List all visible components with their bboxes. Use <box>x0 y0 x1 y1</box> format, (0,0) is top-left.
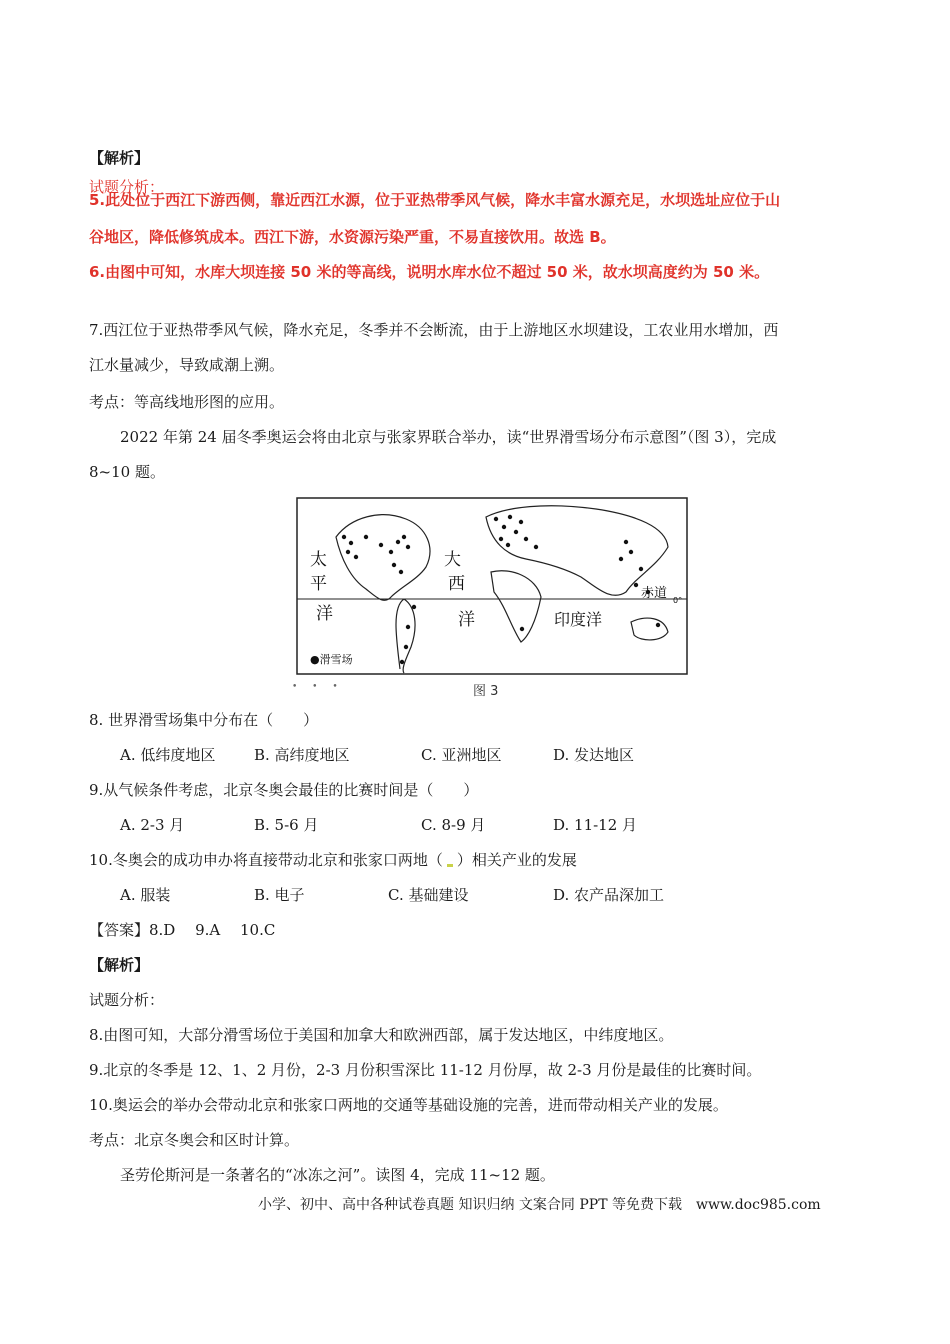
q10-option-d: D. 农产品深加工 <box>553 886 665 904</box>
q7-line-1: 7.西江位于亚热带季风气候，降水充足，冬季并不会断流，由于上游地区水坝建设，工农业用水增加，西 <box>89 321 779 339</box>
q8-option-d: D. 发达地区 <box>553 746 635 764</box>
figure-marks: • • • <box>292 682 344 692</box>
label-atlantic-1: 大 <box>444 550 461 570</box>
q10-stem-after: ）相关产业的发展 <box>456 851 577 869</box>
label-indian-ocean: 印度洋 <box>554 610 603 629</box>
label-pacific-2: 平 <box>310 574 327 594</box>
red-analysis-line-2: 谷地区，降低修筑成本。西江下游，水资源污染严重，不易直接饮用。故选 B。 <box>89 228 616 246</box>
next-question-intro: 圣劳伦斯河是一条著名的“冰冻之河”。读图 4，完成 11~12 题。 <box>120 1166 555 1184</box>
q9-option-d: D. 11-12 月 <box>553 816 638 834</box>
q7-line-2: 江水量减少，导致咸潮上溯。 <box>89 356 285 374</box>
world-ski-resort-map <box>296 497 688 675</box>
q10-stem <box>89 850 577 870</box>
q8-stem: 8. 世界滑雪场集中分布在（ ） <box>89 711 319 729</box>
analysis-line-8: 8.由图可知，大部分滑雪场位于美国和加拿大和欧洲西部，属于发达地区，中纬度地区。 <box>89 1026 674 1044</box>
analysis-line-9: 9.北京的冬季是 12、1、2 月份，2-3 月份积雪深比 11-12 月份厚，故 2-3 月份是最佳的比赛时间。 <box>89 1061 762 1079</box>
q10-option-b: B. 电子 <box>254 886 305 904</box>
red-analysis-line-1: 5.此处位于西江下游西侧，靠近西江水源，位于亚热带季风气候，降水丰富水源充足，水坝选址应位于山 <box>89 191 781 209</box>
label-atlantic-3: 洋 <box>458 610 475 630</box>
q9-stem: 9.从气候条件考虑，北京冬奥会最佳的比赛时间是（ ） <box>89 781 479 799</box>
page-footer: 小学、初中、高中各种试卷真题 知识归纳 文案合同 PPT 等免费下载 www.doc985.com <box>258 1197 821 1213</box>
q9-option-a: A. 2-3 月 <box>120 816 185 834</box>
label-equator: 赤道 <box>641 586 668 601</box>
analysis-subheading: 试题分析： <box>89 178 165 196</box>
kaodian-1: 考点：等高线地形图的应用。 <box>89 393 285 411</box>
answer-line: 【答案】8.D 9.A 10.C <box>89 921 276 939</box>
q8-option-b: B. 高纬度地区 <box>254 746 350 764</box>
q9-option-b: B. 5-6 月 <box>254 816 319 834</box>
label-pacific-1: 太 <box>310 550 327 570</box>
q10-option-a: A. 服装 <box>120 886 171 904</box>
q10-stem-before: 10.冬奥会的成功申办将直接带动北京和张家口两地（ <box>89 851 443 869</box>
analysis-heading-2: 【解析】 <box>89 956 150 974</box>
analysis-subheading-2: 试题分析： <box>89 991 165 1009</box>
answer-blank-mark <box>447 864 453 867</box>
map-legend: ●滑雪场 <box>310 653 353 666</box>
q8-option-c: C. 亚洲地区 <box>421 746 502 764</box>
analysis-line-10: 10.奥运会的举办会带动北京和张家口两地的交通等基础设施的完善，进而带动相关产业的发展。 <box>89 1096 728 1114</box>
kaodian-2: 考点：北京冬奥会和区时计算。 <box>89 1131 300 1149</box>
label-zero-degree: 0° <box>673 596 683 605</box>
red-analysis-line-3: 6.由图中可知，水库大坝连接 50 米的等高线，说明水库水位不超过 50 米，故水坝高度约为 50 米。 <box>89 263 770 281</box>
intro-line-2: 8~10 题。 <box>89 463 165 481</box>
q8-option-a: A. 低纬度地区 <box>120 746 216 764</box>
analysis-heading: 【解析】 <box>89 149 150 167</box>
q10-option-c: C. 基础建设 <box>388 886 469 904</box>
label-pacific-3: 洋 <box>316 604 333 624</box>
label-atlantic-2: 西 <box>448 574 465 594</box>
figure-caption: 图 3 <box>473 684 499 699</box>
intro-line-1: 2022 年第 24 届冬季奥运会将由北京与张家界联合举办，读“世界滑雪场分布示意图”（图 3），完成 <box>120 428 777 446</box>
q9-option-c: C. 8-9 月 <box>421 816 486 834</box>
